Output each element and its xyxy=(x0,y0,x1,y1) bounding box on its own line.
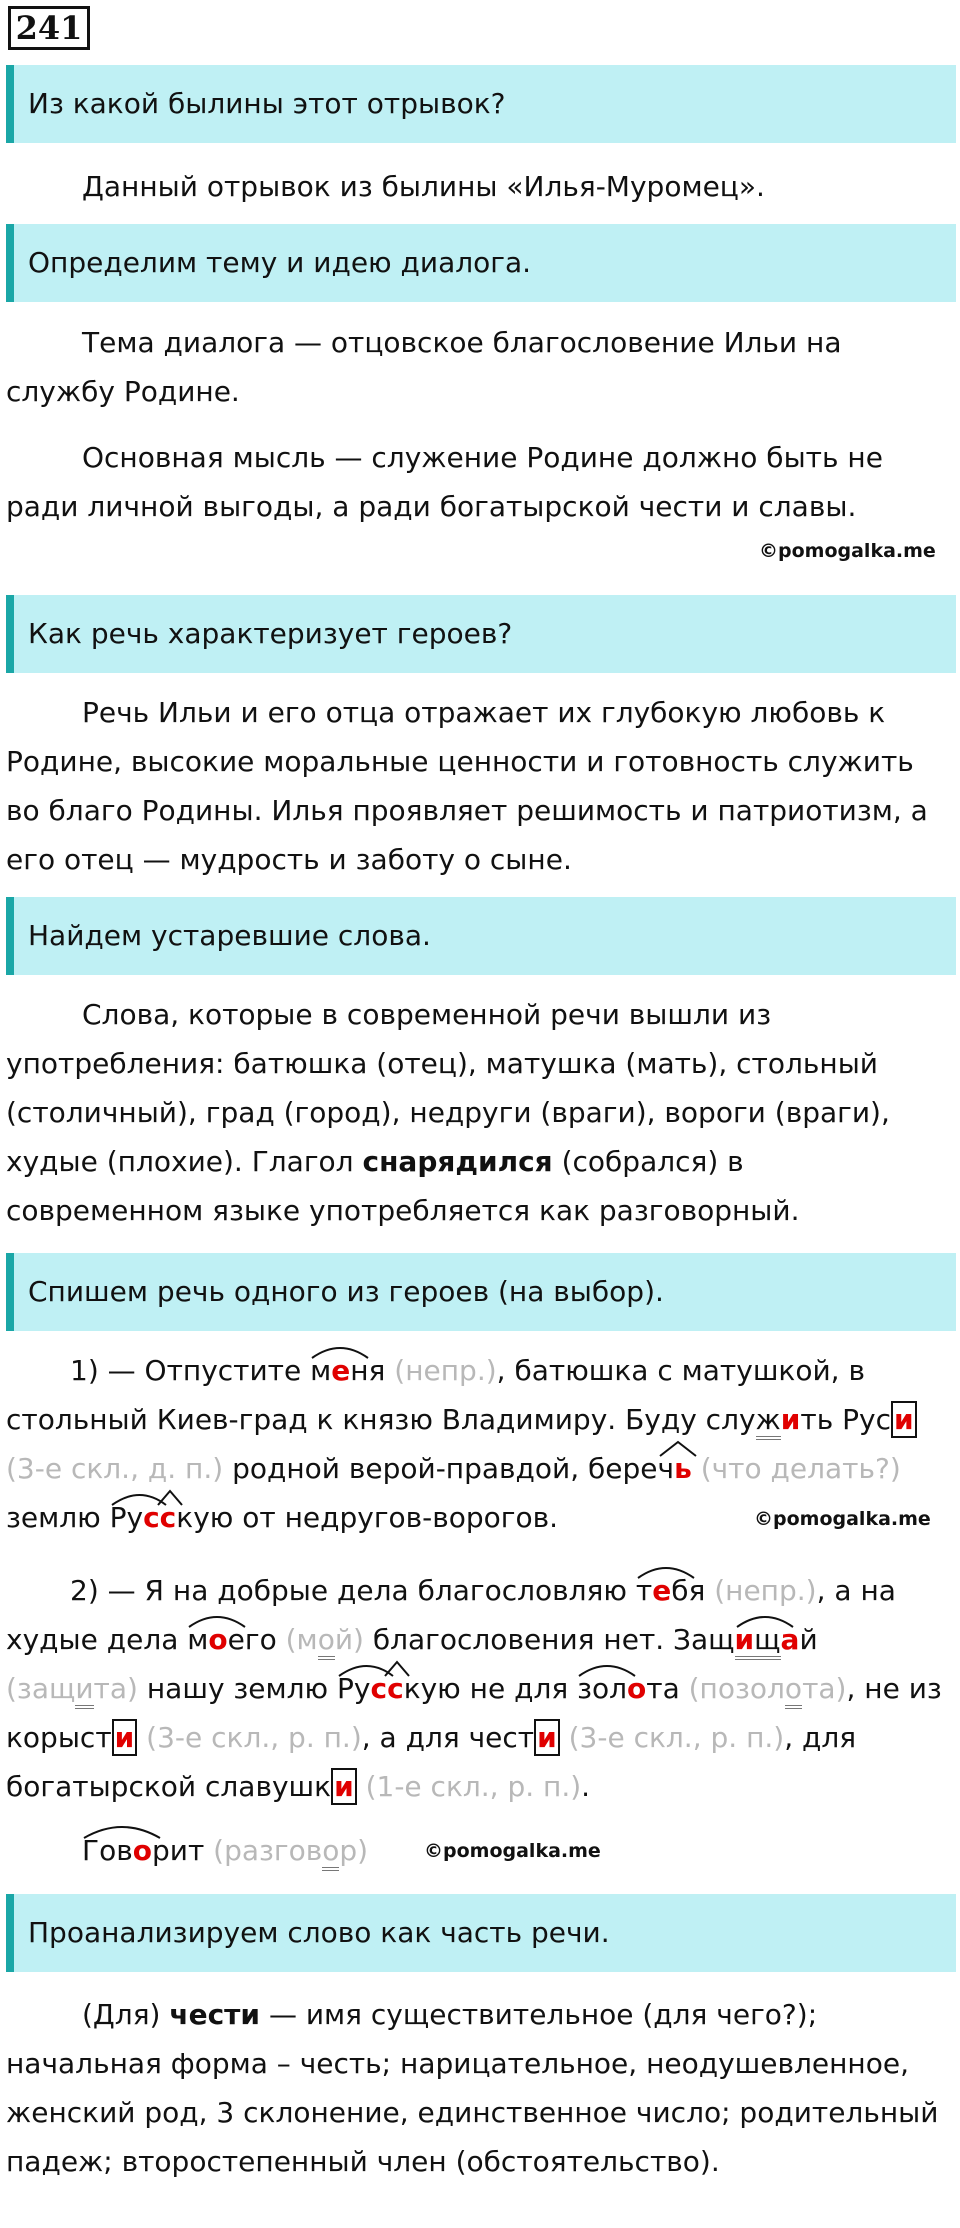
s1-text-6: от недругов-ворогов. xyxy=(233,1501,559,1534)
s2-w2a: м xyxy=(187,1623,209,1656)
s2-w1c: бя xyxy=(671,1574,706,1607)
s2-c2b: о xyxy=(318,1623,335,1660)
answer-3-text: Речь Ильи и его отца отражает их глубокую любовь к Родине, высокие моральные ценности и готовность служить во благо Родины. Илья проявляет решимость и патриотизм, а его отец — мудрость и заботу о сыне. xyxy=(6,696,928,876)
s2-w1b: е xyxy=(652,1574,672,1607)
root-arc-mark xyxy=(735,1611,795,1629)
s2-text-6: , не из корыст xyxy=(6,1672,942,1754)
watermark: ©pomogalka.me xyxy=(754,1508,931,1530)
s2-text-9: . xyxy=(581,1770,591,1803)
speech-sentence-2 xyxy=(6,1566,946,1811)
root-arc-mark xyxy=(187,1611,247,1629)
s2-w3c: а xyxy=(780,1623,800,1656)
s2-c3b: и xyxy=(75,1672,93,1709)
answer-4 xyxy=(6,990,946,1235)
s2-text-7: , а для чест xyxy=(361,1721,535,1754)
s3-c1c: р) xyxy=(339,1834,369,1867)
s3-c1a: (разгов xyxy=(204,1834,323,1867)
s1-w1b: е xyxy=(331,1354,351,1387)
watermark: ©pomogalka.me xyxy=(424,1840,601,1862)
root-arc-mark xyxy=(310,1342,370,1360)
s2-w4a: Ру xyxy=(337,1672,371,1705)
s2-check-6: (3-е скл., р. п.) xyxy=(137,1721,362,1754)
s2-c3a: (защ xyxy=(6,1672,76,1705)
s2-w5a: зол xyxy=(577,1672,628,1705)
s1-w5c: кую xyxy=(176,1501,234,1534)
s1-w4b: ь xyxy=(674,1452,692,1485)
s2-check-7: (3-е скл., р. п.) xyxy=(559,1721,785,1754)
s2-c5b: о xyxy=(785,1672,802,1709)
s2-w3b: щ xyxy=(754,1623,780,1660)
s2-check-5 xyxy=(680,1672,847,1709)
answer-2-idea xyxy=(6,433,946,531)
s2-c2c: й) xyxy=(334,1623,364,1656)
s2-text-4: нашу землю xyxy=(137,1672,338,1705)
s1-w2a: ж xyxy=(756,1403,781,1440)
answer-1 xyxy=(6,162,946,211)
question-5-header: Спишем речь одного из героев (на выбор). xyxy=(6,1253,956,1331)
s2-text-3: благословения нет. Защ xyxy=(363,1623,735,1656)
s2-c3c: та) xyxy=(93,1672,138,1705)
answer-6-bold-word: чести xyxy=(169,1998,261,2031)
s1-text-5: землю xyxy=(6,1501,110,1534)
answer-4-text-start: Слова, которые в современной речи вышли из употребления: батюшка (отец), матушка (мать), стольный (столичный), град (город), недруги (враги), вороги (враги), худые (плохие). Глагол xyxy=(6,998,890,1178)
s2-w3d: й xyxy=(799,1623,818,1656)
s1-word-menya xyxy=(310,1354,385,1387)
s2-c5a: (позол xyxy=(679,1672,785,1705)
root-arc-mark xyxy=(577,1660,637,1678)
s2-ending-box-2: и xyxy=(534,1719,560,1756)
s2-c5c: та) xyxy=(802,1672,847,1705)
s2-ending-box-3: и xyxy=(331,1768,357,1805)
question-2-header: Определим тему и идею диалога. xyxy=(6,224,956,302)
answer-1-text: Данный отрывок из былины «Илья-Муромец». xyxy=(82,170,765,203)
s3-check-1 xyxy=(204,1834,368,1871)
question-6-header: Проанализируем слово как часть речи. xyxy=(6,1894,956,1972)
s1-w1c: ня xyxy=(350,1354,386,1387)
s2-ending-box-1: и xyxy=(112,1719,138,1756)
s2-check-2 xyxy=(277,1623,364,1660)
s1-w5b: сс xyxy=(143,1501,177,1534)
s2-word-moego xyxy=(187,1623,276,1656)
s1-w2c: ть xyxy=(800,1403,834,1436)
s3-c1b: о xyxy=(322,1834,339,1871)
s2-check-8: (1-е скл., р. п.) xyxy=(356,1770,582,1803)
watermark: ©pomogalka.me xyxy=(759,540,936,562)
root-arc-mark xyxy=(636,1562,696,1580)
s1-word-berech xyxy=(658,1452,692,1485)
s2-w5c: та xyxy=(646,1672,680,1705)
s3-w1b: о xyxy=(132,1834,152,1867)
answer-6 xyxy=(6,1990,946,2186)
root-arc-mark xyxy=(82,1822,162,1840)
s1-text-1: 1) — Отпустите xyxy=(70,1354,311,1387)
s2-w4c: кую xyxy=(403,1672,461,1705)
s1-w2b: и xyxy=(780,1403,801,1436)
s3-word-govorit xyxy=(82,1834,204,1867)
s3-w1c: рит xyxy=(151,1834,205,1867)
s2-w5b: о xyxy=(627,1672,647,1705)
s2-word-zashchishchay xyxy=(735,1623,818,1656)
question-4-header: Найдем устаревшие слова. xyxy=(6,897,956,975)
root-suffix-arc-mark xyxy=(337,1660,437,1678)
s1-check-4: (что делать?) xyxy=(691,1452,901,1485)
answer-3 xyxy=(6,688,946,884)
s1-w1a: м xyxy=(310,1354,332,1387)
s1-text-4: родной верой-правдой, бере xyxy=(223,1452,658,1485)
s1-check-3: (3-е скл., д. п.) xyxy=(6,1452,224,1485)
answer-6-text-start: (Для) xyxy=(82,1998,170,2031)
s2-w2b: о xyxy=(208,1623,228,1656)
s1-word-russkuyu xyxy=(110,1501,234,1534)
s1-word-sluzhit xyxy=(756,1403,834,1436)
root-suffix-arc-mark xyxy=(110,1489,210,1507)
s2-w2c: его xyxy=(227,1623,277,1656)
answer-2-theme xyxy=(6,318,946,416)
s1-check-1: (непр.) xyxy=(385,1354,497,1387)
s2-check-1: (непр.) xyxy=(705,1574,817,1607)
s2-text-1: 2) — Я на добрые дела благословляю xyxy=(70,1574,636,1607)
s2-check-3 xyxy=(6,1672,138,1709)
answer-2-idea-text: Основная мысль — служение Родине должно быть не ради личной выгоды, а ради богатырской чести и славы. xyxy=(6,441,883,523)
s1-ending-box-1: и xyxy=(891,1401,917,1438)
s2-c2a: (м xyxy=(276,1623,318,1656)
answer-4-bold-word: снарядился xyxy=(362,1145,553,1178)
exercise-number: 241 xyxy=(8,6,90,50)
s1-w4a: ч xyxy=(657,1452,675,1485)
s1-text-2: , батюшка с матушкой, в стольный Киев-град к князю Владимиру. Буду слу xyxy=(6,1354,865,1436)
s2-word-russkuyu xyxy=(337,1672,461,1705)
s1-text-3: Рус xyxy=(833,1403,891,1436)
s1-w5a: Ру xyxy=(109,1501,144,1534)
question-3-header: Как речь характеризует героев? xyxy=(6,595,956,673)
s2-text-5: не для xyxy=(460,1672,578,1705)
suffix-arc-mark xyxy=(658,1440,698,1458)
answer-4-text-end: (собрался) в современном языке употребляется как разговорный. xyxy=(6,1145,800,1227)
s2-word-zolota xyxy=(577,1672,680,1705)
s2-word-tebya xyxy=(636,1574,705,1607)
question-1-header: Из какой былины этот отрывок? xyxy=(6,65,956,143)
s2-w1a: т xyxy=(635,1574,653,1607)
s3-w1a: Гов xyxy=(82,1834,133,1867)
s2-w4b: сс xyxy=(370,1672,404,1705)
s2-text-8: , для богатырской славушк xyxy=(6,1721,857,1803)
answer-2-theme-text: Тема диалога — отцовское благословение Ильи на службу Родине. xyxy=(6,326,842,408)
answer-6-text-end: — имя существительное (для чего?); начальная форма – честь; нарицательное, неодушевленное, женский род, 3 склонение, единственное число; родительный падеж; второстепенный член (обстоятельство). xyxy=(6,1998,939,2178)
s2-w3a: и xyxy=(735,1623,755,1660)
s2-text-2: , а на худые дела xyxy=(6,1574,896,1656)
